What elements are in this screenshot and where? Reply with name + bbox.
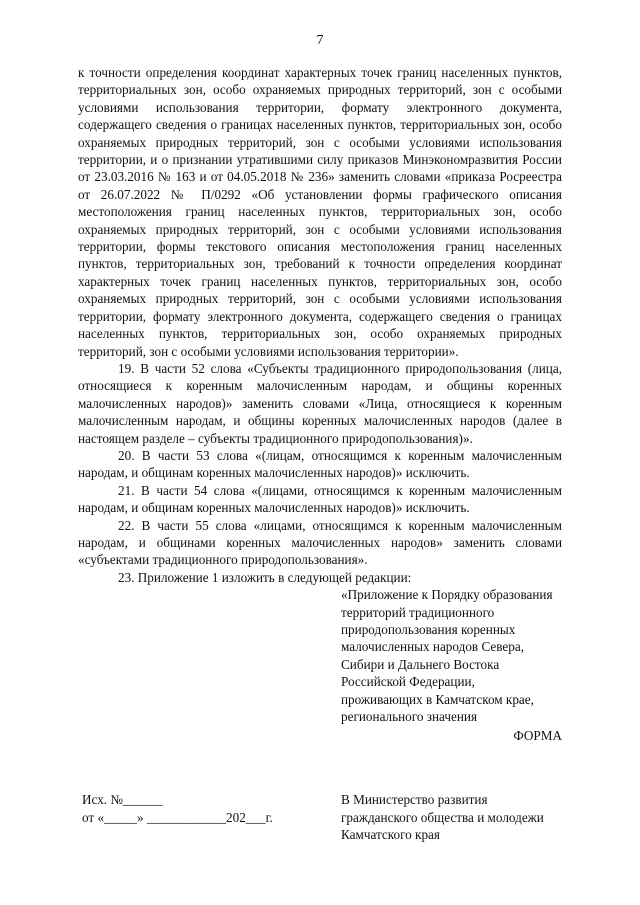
outgoing-block bbox=[82, 791, 273, 827]
appendix-line: проживающих в Камчатском крае, bbox=[341, 691, 534, 707]
appendix-line: природопользования коренных bbox=[341, 622, 516, 637]
appendix-heading bbox=[341, 586, 562, 725]
paragraph-item-22: 22. В части 55 слова «лицами, относящимся к коренным малочисленным народам, и общинами коренных малочисленных народов» заменить словами «субъектами традиционного природопользования». bbox=[78, 517, 562, 568]
paragraph-item-23: 23. Приложение 1 изложить в следующей редакции: bbox=[118, 569, 412, 585]
form-label: ФОРМА bbox=[513, 728, 562, 744]
paragraph-item-20: 20. В части 53 слова «(лицам, относящимся к коренным малочисленным народам, и общинам коренных малочисленных народов)» исключить. bbox=[78, 447, 562, 481]
paragraph-item-19: 19. В части 52 слова «Субъекты традиционного природопользования (лица, относящиеся к коренным малочисленным народам, и общины коренных малочисленных народов)» заменить словами «Лица, относящиеся к коренным малочисленным народам, и общины коренных малочисленных народов (далее в настоящем разделе – субъекты традиционного природопользования)». bbox=[78, 360, 562, 446]
paragraph-continuation: к точности определения координат характерных точек границ населенных пунктов, территориальных зон, особо охраняемых природных территорий, зон с особыми условиями использования территории, формату электронного документа, содержащего сведения о границах населенных пунктов, территориальных зон, особо охраняемых природных территорий, зон с особыми условиями использования территории, и о признании утратившими силу приказов Минэкономразвития России от 23.03.2016 № 163 и от 04.05.2018 № 236» заменить словами «приказа Росреестра от 26.07.2022 № П/0292 «Об установлении формы графического описания местоположения границ населенных пунктов, территориальных зон, особо охраняемых природных территорий, зон с особыми условиями использования территории, формы текстового описания местоположения границ населенных пунктов, территориальных зон, требований к точности определения координат характерных точек границ населенных пунктов, территориальных зон, особо охраняемых природных территорий, зон с особыми условиями использования территории, формату электронного документа, содержащего сведения о границах населенных пунктов, территориальных зон, особо охраняемых природных территорий, зон с особыми условиями использования территории». bbox=[78, 65, 562, 359]
appendix-line: регионального значения bbox=[341, 709, 478, 725]
recipient-line: Камчатского края bbox=[341, 827, 440, 843]
paragraph-item-21: 21. В части 54 слова «(лицами, относящимся к коренным малочисленным народам, и общинам коренных малочисленных народов)» исключить. bbox=[78, 482, 562, 516]
outgoing-date: от «_____» ____________202___г. bbox=[82, 810, 273, 825]
recipient-line: В Министерство развития bbox=[341, 792, 488, 807]
recipient-line: гражданского общества и молодежи bbox=[341, 809, 544, 825]
appendix-line: Сибири и Дальнего Востока bbox=[341, 656, 500, 672]
page-number: 7 bbox=[316, 33, 324, 48]
document-body bbox=[78, 64, 562, 745]
appendix-line: Российской Федерации, bbox=[341, 674, 475, 690]
appendix-line: малочисленных народов Севера, bbox=[341, 639, 525, 655]
appendix-line: территорий традиционного bbox=[341, 604, 495, 620]
outgoing-number: Исх. №______ bbox=[82, 792, 163, 807]
recipient-block bbox=[341, 791, 544, 844]
appendix-line: «Приложение к Порядку образования bbox=[341, 587, 553, 603]
